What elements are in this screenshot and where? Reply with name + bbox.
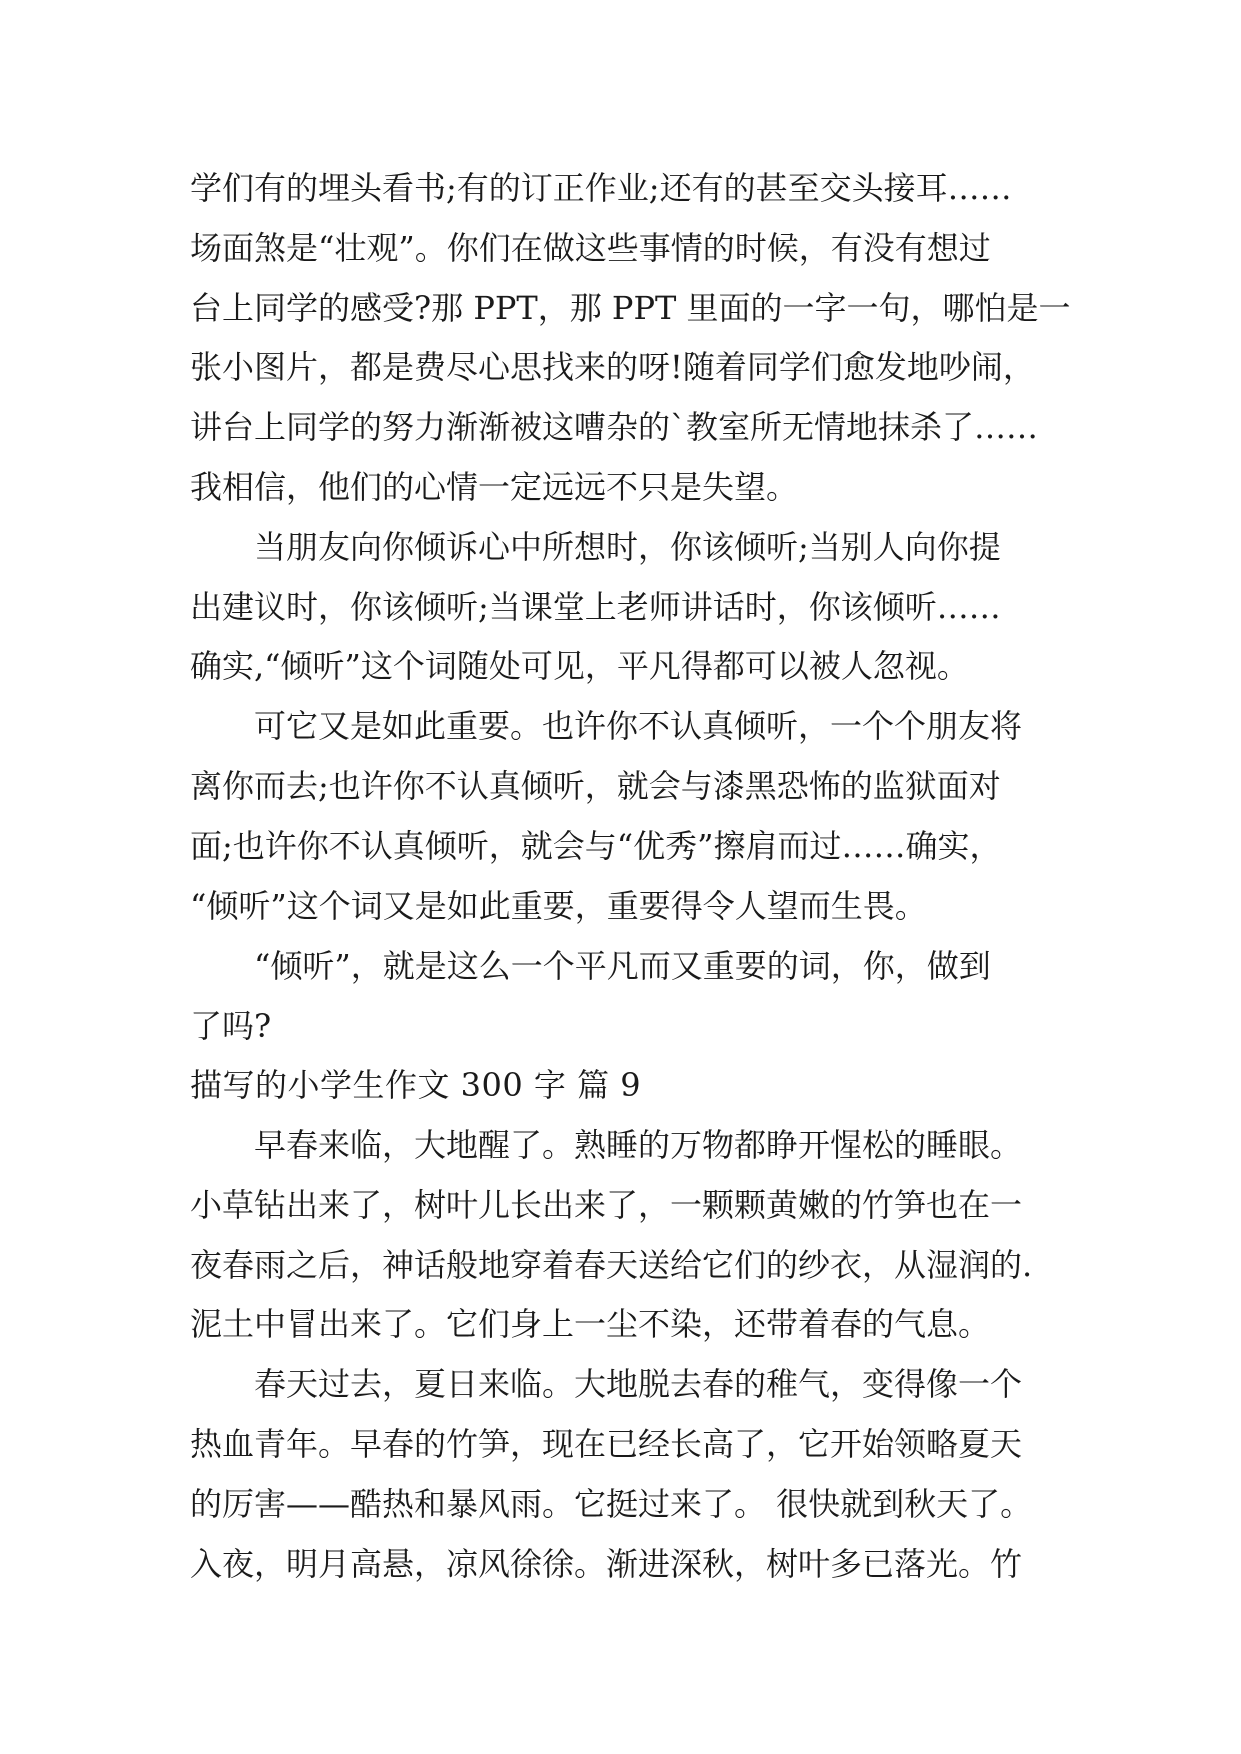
text-line: 确实,“倾听”这个词随处可见，平凡得都可以被人忽视。 (190, 647, 969, 685)
text-line: 我相信，他们的心情一定远远不只是失望。 (190, 468, 799, 506)
paragraph-start-line: 早春来临，大地醒了。熟睡的万物都睁开惺松的睡眼。 (254, 1126, 1023, 1164)
text-line: 张小图片，都是费尽心思找来的呀!随着同学们愈发地吵闹， (190, 348, 1035, 386)
paragraph-start-line: 春天过去，夏日来临。大地脱去春的稚气，变得像一个 (254, 1365, 1023, 1403)
text-line: 讲台上同学的努力渐渐被这嘈杂的`教室所无情地抹杀了…… (190, 408, 1039, 446)
text-line: 入夜，明月高悬，凉风徐徐。渐进深秋，树叶多已落光。竹 (190, 1545, 1023, 1583)
text-line: 的厉害——酷热和暴风雨。它挺过来了。 很快就到秋天了。 (190, 1485, 1033, 1523)
paragraph-start-line: 可它又是如此重要。也许你不认真倾听，一个个朋友将 (254, 707, 1023, 745)
paragraph-start-line: 当朋友向你倾诉心中所想时，你该倾听;当别人向你提 (254, 528, 1001, 566)
text-line: 出建议时，你该倾听;当课堂上老师讲话时，你该倾听…… (190, 588, 1001, 626)
text-line: “倾听”这个词又是如此重要，重要得令人望而生畏。 (190, 887, 927, 925)
text-line: 学们有的埋头看书;有的订正作业;还有的甚至交头接耳…… (190, 169, 1012, 207)
text-line: 了吗? (190, 1007, 272, 1045)
text-line: 面;也许你不认真倾听，就会与“优秀”擦肩而过……确实， (190, 827, 1002, 865)
text-line: 台上同学的感受?那 PPT，那 PPT 里面的一字一句，哪怕是一 (190, 289, 1071, 327)
paragraph-start-line: “倾听”，就是这么一个平凡而又重要的词，你，做到 (254, 947, 991, 985)
text-line: 离你而去;也许你不认真倾听，就会与漆黑恐怖的监狱面对 (190, 767, 1001, 805)
text-line: 小草钻出来了，树叶儿长出来了，一颗颗黄嫩的竹笋也在一 (190, 1186, 1023, 1224)
text-line: 热血青年。早春的竹笋，现在已经长高了，它开始领略夏天 (190, 1425, 1023, 1463)
text-line: 夜春雨之后，神话般地穿着春天送给它们的纱衣，从湿润的. (190, 1246, 1033, 1284)
text-line: 场面煞是“壮观”。你们在做这些事情的时候，有没有想过 (190, 229, 991, 267)
section-heading: 描写的小学生作文 300 字 篇 9 (190, 1066, 642, 1104)
text-line: 泥土中冒出来了。它们身上一尘不染，还带着春的气息。 (190, 1305, 991, 1343)
